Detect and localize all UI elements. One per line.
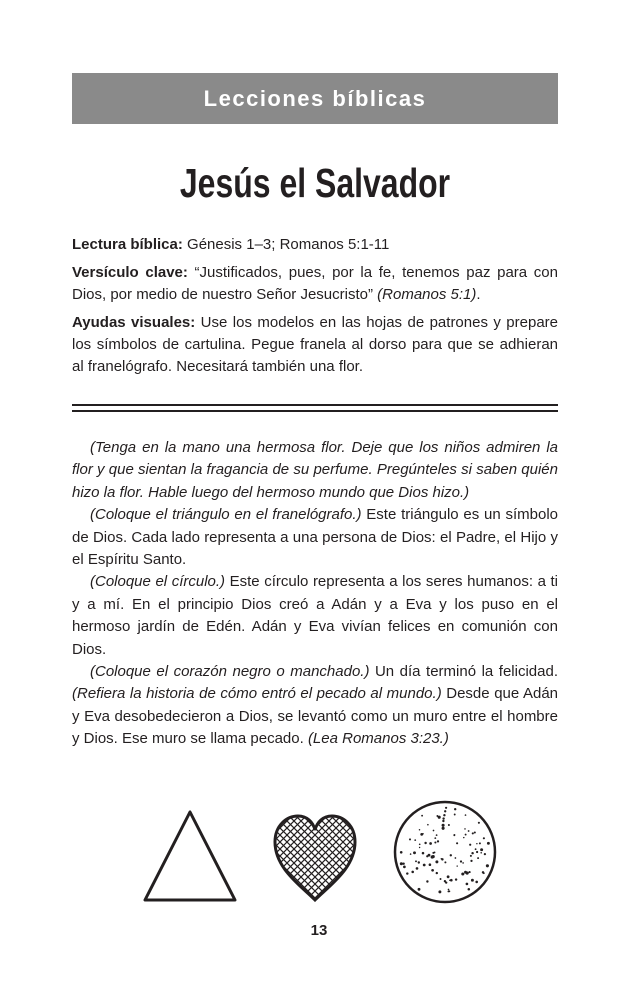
aids-label: Ayudas visuales:	[72, 314, 196, 331]
circle-icon	[395, 802, 495, 902]
verse-value: “Justificados, pues, por la fe, tenemos paz para con Dios, por medio de nuestro Señor Jesucristo”	[72, 264, 558, 303]
symbol-figures	[140, 800, 540, 910]
lesson-meta	[72, 234, 558, 384]
stage-direction: (Tenga en la mano una hermosa flor. Deje que los niños admiren la flor y que sientan la fragancia de su perfume. Pregúnteles si saben quién hizo la flor. Hable luego del hermoso mundo que Dios hizo.)	[72, 439, 558, 501]
verse-end: .	[476, 286, 481, 303]
stage-direction: (Coloque el corazón negro o manchado.)	[90, 663, 370, 681]
reading-value: Génesis 1–3; Romanos 5:1-11	[182, 236, 390, 253]
stage-direction: (Coloque el triángulo en el franelógrafo.)	[90, 506, 362, 524]
paragraph-text: Un día terminó la felicidad.	[369, 663, 558, 681]
bible-reference: (Lea Romanos 3:23.)	[307, 730, 449, 748]
paragraph-text: Este triángulo es un símbolo de Dios. Cada lado representa a una persona de Dios: el Padre, el Hijo y el Espíritu Santo.	[72, 506, 558, 569]
divider-rule-bottom	[72, 410, 558, 412]
section-label: Lecciones bíblicas	[203, 85, 427, 111]
stage-direction: (Refiera la historia de cómo entró el pecado al mundo.)	[72, 685, 442, 703]
paragraph-4	[72, 661, 558, 751]
reading-label: Lectura bíblica:	[72, 236, 183, 253]
paragraph-text: Desde que Adán y Eva desobedecieron a Dios, se levantó como un muro entre el hombre y Dios. Ese muro se llama pecado.	[72, 685, 558, 748]
verse-line	[72, 262, 558, 306]
paragraph-text: Este círculo representa a los seres humanos: a ti y a mí. En el principio Dios creó a Adán y a Eva y los puso en el hermoso jardín de Edén. Adán y Eva vivían felices en comunión con Dios.	[72, 573, 558, 658]
section-header-bar	[72, 73, 558, 124]
divider-rule-top	[72, 404, 558, 406]
lesson-body	[72, 437, 558, 751]
reading-line	[72, 234, 558, 256]
aids-line	[72, 312, 558, 378]
paragraph-2	[72, 504, 558, 571]
triangle-icon	[145, 812, 235, 900]
verse-reference: (Romanos 5:1)	[377, 286, 477, 303]
stage-direction: (Coloque el círculo.)	[90, 573, 226, 591]
verse-label: Versículo clave:	[72, 264, 188, 281]
paragraph-3	[72, 571, 558, 661]
aids-value: Use los modelos en las hojas de patrones y prepare los símbolos de cartulina. Pegue franela al dorso para que se adhieran al franelógrafo. Necesitará también una flor.	[72, 314, 559, 375]
heart-icon	[275, 816, 355, 900]
paragraph-1	[72, 437, 558, 504]
page-number: 13	[310, 922, 328, 939]
page-title: Jesús el Salvador	[179, 160, 451, 206]
